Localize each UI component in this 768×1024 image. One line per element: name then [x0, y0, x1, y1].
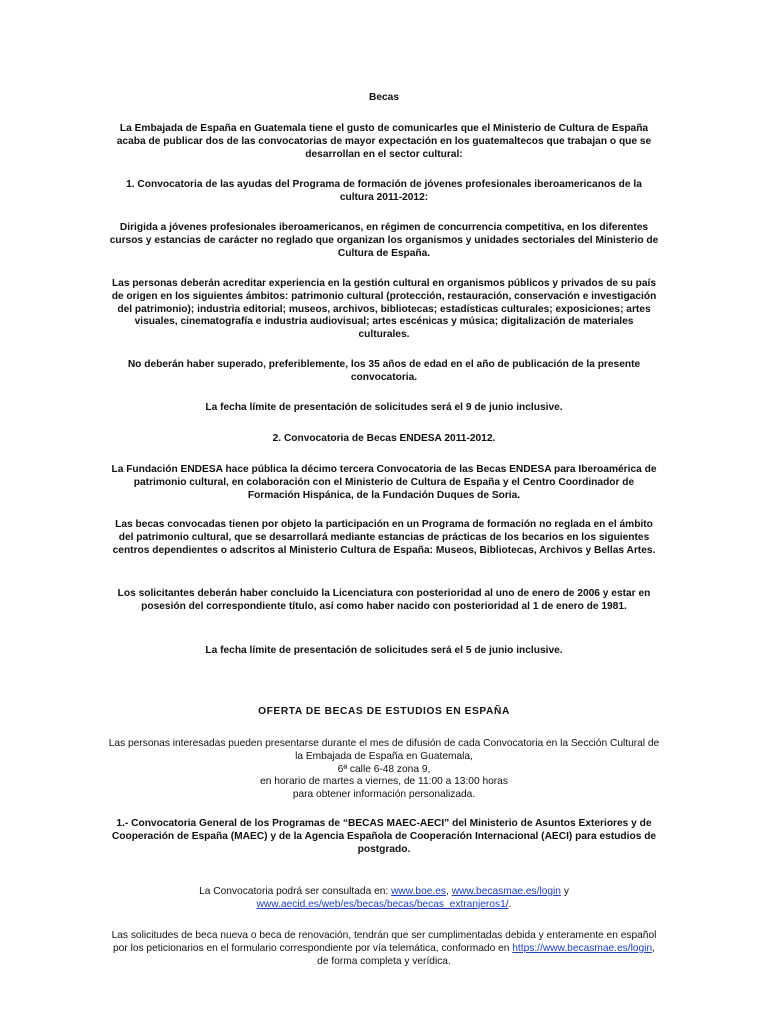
- consulta-period: .: [508, 898, 512, 910]
- consulta-paragraph: [108, 886, 660, 912]
- convocatoria-2-deadline: La fecha límite de presentación de solicitudes será el 5 de junio inclusive.: [205, 645, 563, 656]
- oferta-info-line-4: para obtener información personalizada.: [292, 789, 476, 801]
- becasmae-link[interactable]: www.becasmae.es/login: [451, 886, 561, 897]
- oferta-heading: OFERTA DE BECAS DE ESTUDIOS EN ESPAÑA: [258, 706, 510, 717]
- solicitudes-text: Las solicitudes de beca nueva o beca de renovación, tendrán que ser cumplimentadas debida y enteramente en español por los peticionarios en el formulario correspondiente por vía telemática, conformado en: [111, 930, 657, 954]
- page-title: Becas: [368, 92, 400, 103]
- convocatoria-1-heading: 1. Convocatoria de las ayudas del Programa de formación de jóvenes profesionales iberoamericanos de la cultura 2011-2012:: [126, 179, 642, 203]
- convocatoria-2-objective: Las becas convocadas tienen por objeto la participación en un Programa de formación no reglada en el ámbito del patrimonio cultural, que se desarrollará mediante estancias de prácticas de los becarios en los siguientes centros dependientes o adscritos al Ministerio Cultura de España: Museos, Bibliotecas, Archivos y Bellas Artes.: [112, 519, 656, 556]
- convocatoria-1-deadline: La fecha límite de presentación de solicitudes será el 9 de junio inclusive.: [205, 402, 563, 413]
- oferta-address: 6ª calle 6-48 zona 9,: [337, 763, 431, 775]
- convocatoria-2-description: La Fundación ENDESA hace pública la décimo tercera Convocatoria de las Becas ENDESA para Iberoamérica de patrimonio cultural, en colaboración con el Ministerio de Cultura de España y el Centro Coordinador de Formación Hispánica, de la Fundación Duques de Soria.: [111, 464, 657, 501]
- maec-aeci-heading: 1.- Convocatoria General de los Programas de “BECAS MAEC-AECI” del Ministerio de Asuntos Exteriores y de Cooperación de España (MAEC) y de la Agencia Española de Cooperación Internacional (AECI) para estudios de postgrado.: [111, 818, 657, 855]
- oferta-info-line-1: Las personas interesadas pueden presentarse durante el mes de difusión de cada Convocatoria en la Sección Cultural de la Embajada de España en Guatemala,: [108, 738, 660, 762]
- consulta-prefix: La Convocatoria podrá ser consultada en:: [199, 886, 392, 897]
- solicitudes-paragraph: [108, 930, 660, 968]
- convocatoria-1-age-limit: No deberán haber superado, preferiblemente, los 35 años de edad en el año de publicación de la presente convocatoria.: [127, 359, 641, 383]
- convocatoria-1-requirements: Las personas deberán acreditar experiencia en la gestión cultural en organismos públicos y privados de su país de origen en los siguientes ámbitos: patrimonio cultural (protección, restauración, conservación e investigación del patrimonio); industria editorial; museos, archivos, bibliotecas; estadísticas culturales; exposiciones; artes visuales, cinematografía e industria audiovisual; artes escénicas y música; digitalización de materiales culturales.: [111, 278, 657, 341]
- intro-paragraph: La Embajada de España en Guatemala tiene el gusto de comunicarles que el Ministerio de Cultura de España acaba de publicar dos de las convocatorias de mayor expectación en los guatemaltecos que trabajan o que se desarrollan en el sector cultural:: [116, 123, 652, 160]
- oferta-info: [108, 738, 660, 802]
- boe-link[interactable]: www.boe.es: [391, 886, 447, 897]
- oferta-hours: en horario de martes a viernes, de 11:00 a 13:00 horas: [260, 776, 508, 788]
- convocatoria-1-description: Dirigida a jóvenes profesionales iberoamericanos, en régimen de concurrencia competitiva, en los diferentes cursos y estancias de carácter no reglado que organizan los organismos y unidades sectoriales del Ministerio de Cultura de España.: [109, 222, 659, 259]
- consulta-comma: ,: [446, 886, 452, 897]
- solicitudes-suffix: , de forma completa y verídica.: [317, 942, 655, 967]
- becasmae-https-link[interactable]: https://www.becasmae.es/login: [512, 942, 653, 954]
- convocatoria-2-requirements: Los solicitantes deberán haber concluido la Licenciatura con posterioridad al uno de enero de 2006 y estar en posesión del correspondiente título, así como haber nacido con posterioridad al 1 de enero de 1981.: [117, 588, 651, 612]
- consulta-and: y: [560, 886, 569, 897]
- convocatoria-2-heading: 2. Convocatoria de Becas ENDESA 2011-2012.: [272, 433, 496, 444]
- aecid-link[interactable]: www.aecid.es/web/es/becas/becas/becas_extranjeros1/: [256, 898, 509, 910]
